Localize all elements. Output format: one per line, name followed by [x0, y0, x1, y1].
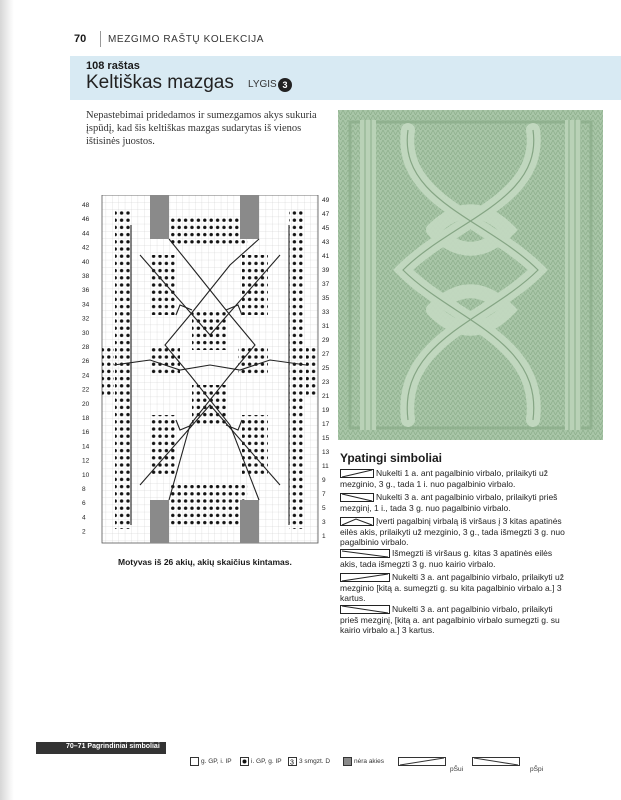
row-number: 25 [322, 365, 330, 372]
symbol-text: Išmegzti iš viršaus g. kitas 3 apatinės eilės akis, tada išmegzti 3 g. nuo kairio virbalo. [340, 548, 553, 569]
symbol-text: Nukelti 3 a. ant pagalbinio virbalo, prilaikyti prieš mezginį, 1 i., tada 3 g. nuo pagalbinio virbalo. [340, 492, 558, 513]
cable-left-icon [472, 757, 520, 766]
row-number: 45 [322, 225, 330, 232]
legend-purl: i. GP, g. IP [251, 758, 282, 765]
level-badge: 3 [278, 78, 292, 92]
symbol-text: Nukelti 3 a. ant pagalbinio virbalo, prilaikyti prieš mezginį, [kitą a. ant pagalbinio virbalo sumegzti g. su kairio virbalo a.] 3 kartus. [340, 604, 560, 635]
legend-knit: g. GP, i. IP [201, 758, 232, 765]
row-number: 29 [322, 337, 330, 344]
row-number: 28 [82, 344, 90, 351]
row-number: 40 [82, 258, 90, 266]
svg-text:3: 3 [290, 759, 294, 766]
row-number: 37 [322, 281, 330, 288]
decrease-icon [288, 757, 297, 766]
cable-symbol-icon [340, 605, 390, 614]
row-number: 19 [322, 407, 330, 414]
special-symbols-title: Ypatingi simboliai [340, 451, 443, 465]
row-number: 35 [322, 295, 330, 302]
row-number: 30 [82, 329, 90, 337]
row-number: 7 [322, 491, 326, 498]
row-number: 32 [82, 315, 90, 323]
row-number: 21 [322, 393, 330, 400]
row-number: 23 [322, 379, 330, 386]
row-number: 49 [322, 197, 330, 204]
row-number: 26 [82, 358, 90, 366]
cable-symbol-icon [340, 493, 374, 502]
symbol-entry-2 [340, 492, 570, 513]
legend-decrease: 3 smgzt. D [299, 758, 331, 765]
row-number: 14 [82, 443, 90, 451]
cable-symbol-icon [340, 549, 390, 558]
row-numbers-left [82, 202, 90, 536]
symbol-entry-3 [340, 516, 570, 548]
symbol-entry-6 [340, 604, 570, 636]
row-number: 8 [82, 486, 86, 493]
legend-cable-left: pŠpi [530, 766, 544, 773]
row-number: 5 [322, 505, 326, 512]
row-number: 1 [322, 533, 326, 540]
row-number: 9 [322, 477, 326, 484]
row-number: 17 [322, 421, 330, 428]
pattern-title: Keltiškas mazgas [86, 72, 234, 93]
legend-no-stitch: nėra akies [354, 758, 384, 765]
pattern-number: 108 raštas [86, 60, 140, 72]
row-number: 18 [82, 415, 90, 422]
footer-label: 70–71 Pagrindiniai simboliai [66, 743, 160, 750]
row-number: 20 [82, 400, 90, 408]
row-numbers-right [322, 197, 330, 540]
row-number: 10 [82, 471, 90, 479]
symbol-entry-1 [340, 468, 570, 489]
row-number: 6 [82, 500, 86, 508]
running-head: MEZGIMO RAŠTŲ KOLEKCIJA [108, 34, 265, 45]
cable-symbol-icon [340, 573, 390, 582]
cable-symbol-icon [340, 469, 374, 478]
row-number: 42 [82, 244, 90, 252]
row-number: 12 [82, 457, 90, 465]
knit-square-icon [190, 757, 199, 766]
row-number: 33 [322, 309, 330, 316]
row-number: 31 [322, 323, 330, 330]
row-number: 4 [82, 514, 86, 522]
level-label: LYGIS [248, 79, 277, 90]
row-number: 47 [322, 211, 330, 218]
intro-text: Nepastebimai pridedamos ir sumezgamos akys sukuria įspūdį, kad šis keltiškas mazgas sudarytas iš vienos ištisinės juostos. [86, 110, 317, 147]
row-number: 36 [82, 287, 90, 295]
page-number: 70 [74, 33, 87, 45]
row-number: 16 [82, 429, 90, 437]
row-number: 27 [322, 351, 330, 358]
row-number: 48 [82, 202, 90, 209]
row-number: 43 [322, 239, 330, 246]
purl-dot-icon [240, 757, 249, 766]
row-number: 46 [82, 216, 90, 224]
symbol-entry-5 [340, 572, 570, 604]
legend-cable-right: pŠui [450, 766, 464, 773]
book-spine-shadow [0, 0, 14, 800]
chart-caption: Motyvas iš 26 akių, akių skaičius kintamas. [118, 557, 292, 567]
row-number: 2 [82, 528, 86, 536]
symbol-text: Nukelti 1 a. ant pagalbinio virbalo, prilaikyti už mezginio, 3 g., tada 1 i. nuo pagalbinio virbalo. [340, 468, 548, 489]
no-stitch-icon [343, 757, 352, 766]
symbol-text: Įverti pagalbinį virbalą iš viršaus į 3 kitas apatinės eilės akis, prilaikyti už mezginio, 3 g., tada išmegzti 3 g. nuo pagalbinio virbalo. [340, 516, 565, 547]
row-number: 3 [322, 519, 326, 526]
row-number: 39 [322, 267, 330, 274]
symbol-entry-4 [340, 548, 570, 569]
knitted-swatch-photo [338, 110, 603, 440]
row-number: 24 [82, 372, 90, 380]
header-divider [100, 31, 101, 47]
row-number: 38 [82, 273, 90, 280]
cable-right-icon [398, 757, 446, 766]
row-number: 34 [82, 301, 90, 309]
row-number: 15 [322, 435, 330, 442]
knitting-chart [80, 195, 340, 550]
row-number: 13 [322, 449, 330, 456]
row-number: 41 [322, 253, 330, 260]
symbol-text: Nukelti 3 a. ant pagalbinio virbalo, prilaikyti už mezginio [kitą a. sumegzti g. su kita pagalbinio virbalo a.] 3 kartus. [340, 572, 564, 603]
cable-symbol-icon [340, 517, 374, 526]
row-number: 44 [82, 230, 90, 238]
row-number: 11 [322, 463, 329, 470]
row-number: 22 [82, 386, 90, 394]
